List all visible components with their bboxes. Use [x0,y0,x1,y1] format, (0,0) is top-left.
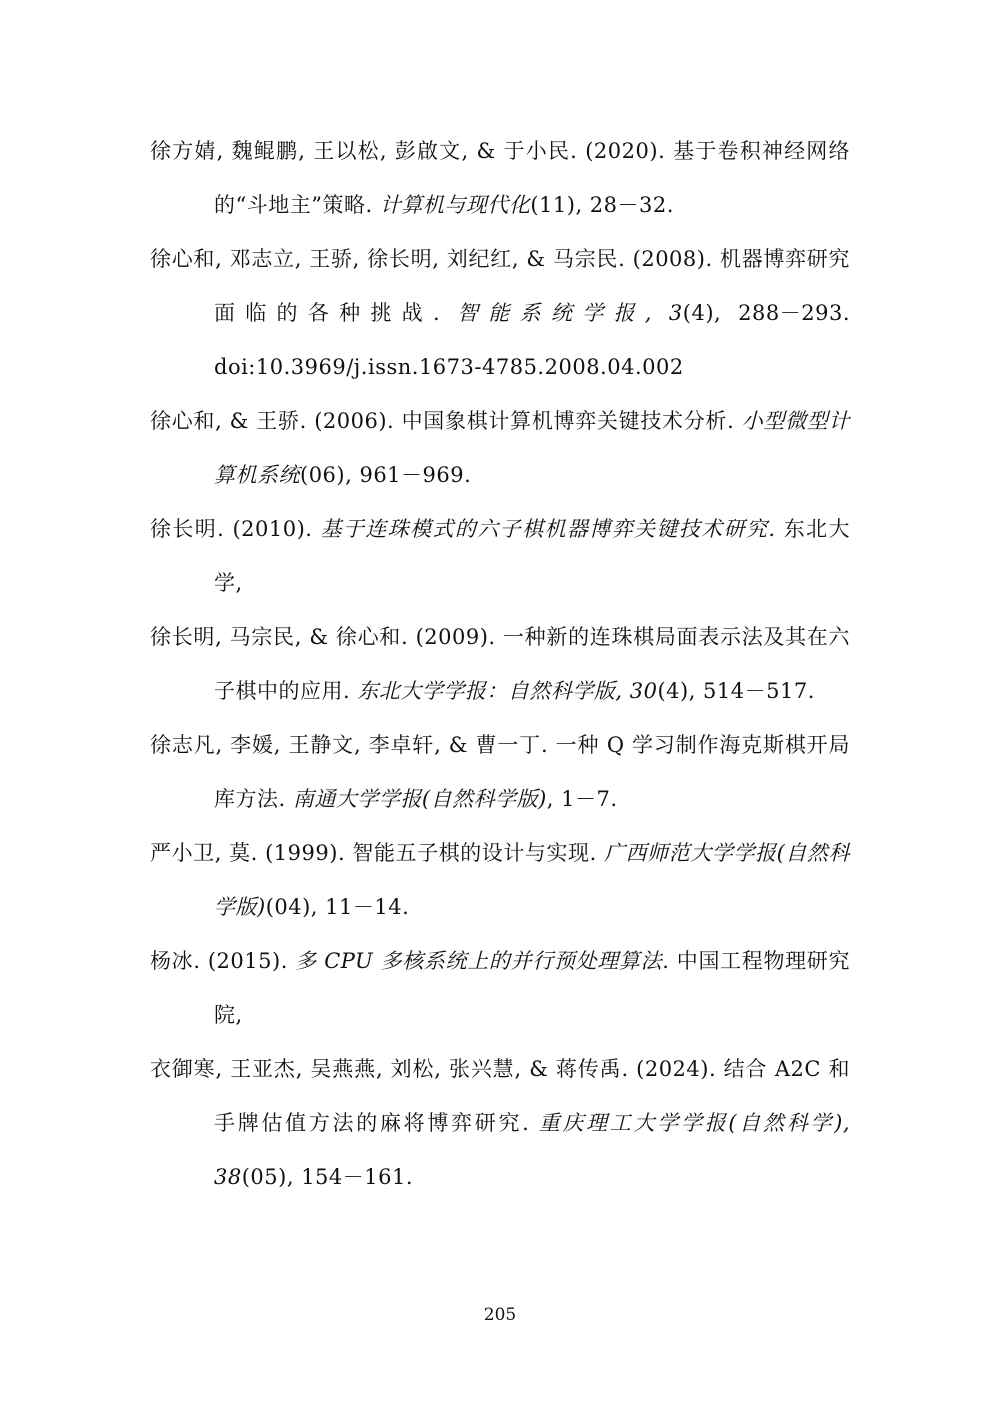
page-number: 205 [483,1305,517,1325]
reference-details: (06), 961－969. [300,463,472,487]
reference-year: (2008). [632,247,713,271]
reference-source: 基于连珠模式的六子棋机器博弈关键技术研究. [320,517,776,541]
reference-entry [150,502,850,610]
reference-details: 中国工程物理研究院, [214,949,850,1027]
reference-details: (04), 11－14. [265,895,410,919]
reference-entry [150,232,850,394]
reference-details: (4), 288－293. doi:10.3969/j.issn.1673-4785.2008.04.002 [214,301,850,379]
reference-list [150,124,850,1204]
reference-title: 智能五子棋的设计与实现. [352,841,597,865]
reference-authors: 杨冰. [150,949,201,973]
reference-year: (2020). [585,139,666,163]
reference-year: (2010). [232,517,313,541]
reference-year: (1999). [265,841,346,865]
reference-entry [150,394,850,502]
reference-authors: 徐长明, 马宗民, & 徐心和. [150,625,409,649]
reference-title: 中国象棋计算机博弈关键技术分析. [401,409,735,433]
reference-authors: 徐心和, 邓志立, 王骄, 徐长明, 刘纪红, & 马宗民. [150,247,626,271]
reference-entry [150,934,850,1042]
reference-source: 计算机与现代化 [379,193,531,217]
reference-year: (2015). [207,949,288,973]
reference-year: (2006). [314,409,395,433]
reference-entry [150,718,850,826]
reference-year: (2009). [415,625,496,649]
reference-authors: 衣御寒, 王亚杰, 吴燕燕, 刘松, 张兴慧, & 蒋传禹. [150,1057,629,1081]
reference-entry [150,124,850,232]
reference-entry [150,610,850,718]
reference-source: 重庆理工大学学报(自然科学), 38 [214,1111,850,1189]
reference-details: (05), 154－161. [241,1165,414,1189]
reference-authors: 徐志凡, 李媛, 王静文, 李卓轩, & 曹一丁. [150,733,549,757]
reference-year: (2024). [636,1057,717,1081]
reference-entry [150,1042,850,1204]
reference-details: (11), 28－32. [530,193,674,217]
reference-authors: 徐方婧, 魏鲲鹏, 王以松, 彭啟文, & 于小民. [150,139,578,163]
reference-source: 南通大学学报(自然科学版) [292,787,547,811]
reference-title: 一种 Q 学习制作海克斯棋开局库方法. [214,733,850,811]
reference-authors: 徐长明. [150,517,225,541]
reference-source: 智能系统学报, 3 [457,301,683,325]
reference-source: 广西师范大学学报(自然科学版) [214,841,850,919]
reference-title: 结合 A2C 和手牌估值方法的麻将博弈研究. [214,1057,850,1135]
reference-authors: 严小卫, 莫. [150,841,258,865]
reference-source: 小型微型计算机系统 [214,409,851,487]
reference-details: 东北大学, [214,517,850,595]
reference-details: (4), 514－517. [657,679,815,703]
reference-authors: 徐心和, & 王骄. [150,409,307,433]
reference-details: , 1－7. [546,787,618,811]
reference-title: 机器博弈研究面临的各种挑战. [214,247,850,325]
reference-source: 多 CPU 多核系统上的并行预处理算法. [295,949,670,973]
reference-source: 东北大学学报：自然科学版, 30 [357,679,658,703]
reference-title: 基于卷积神经网络的“斗地主”策略. [214,139,850,217]
reference-title: 一种新的连珠棋局面表示法及其在六子棋中的应用. [214,625,850,703]
reference-entry [150,826,850,934]
